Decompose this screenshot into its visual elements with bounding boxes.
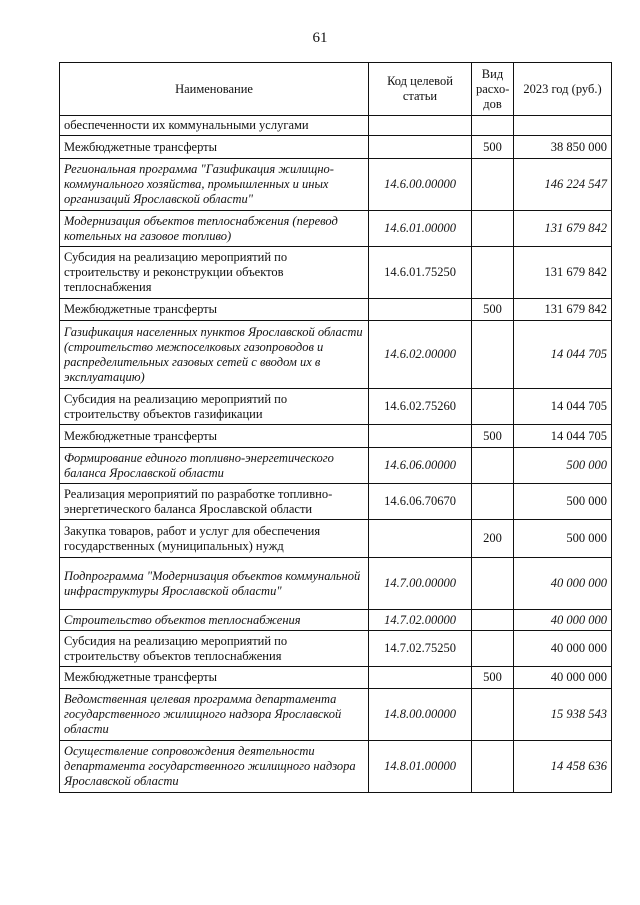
row-code-cell: 14.6.02.00000 xyxy=(369,321,472,389)
row-name-cell: Подпрограмма "Модернизация объектов коммунальной инфраструктуры Ярославской области" xyxy=(60,558,369,610)
row-name-cell: Ведомственная целевая программа департамента государственного жилищного надзора Ярославской области xyxy=(60,689,369,741)
row-code-cell xyxy=(369,299,472,321)
row-expense-type-cell xyxy=(472,247,514,299)
row-amount-cell: 40 000 000 xyxy=(514,631,612,667)
row-code-cell: 14.7.00.00000 xyxy=(369,558,472,610)
page-number: 61 xyxy=(312,30,328,46)
row-expense-type-cell xyxy=(472,610,514,631)
row-name-cell: Осуществление сопровождения деятельности департамента государственного жилищного надзора Ярославской области xyxy=(60,741,369,793)
row-amount-cell: 500 000 xyxy=(514,484,612,520)
table-header-row xyxy=(60,63,612,116)
row-code-cell xyxy=(369,425,472,448)
row-expense-type-cell xyxy=(472,159,514,211)
table-body xyxy=(60,116,612,793)
row-name-cell: Субсидия на реализацию мероприятий по строительству объектов теплоснабжения xyxy=(60,631,369,667)
row-expense-type-cell xyxy=(472,558,514,610)
row-code-cell: 14.6.06.70670 xyxy=(369,484,472,520)
row-amount-cell: 40 000 000 xyxy=(514,558,612,610)
row-expense-type-cell: 200 xyxy=(472,520,514,558)
table-row xyxy=(60,631,612,667)
row-expense-type-cell xyxy=(472,321,514,389)
row-expense-type-cell xyxy=(472,631,514,667)
table-row xyxy=(60,389,612,425)
table-row xyxy=(60,448,612,484)
row-name-cell: Модернизация объектов теплоснабжения (перевод котельных на газовое топливо) xyxy=(60,211,369,247)
row-name-cell: Субсидия на реализацию мероприятий по строительству объектов газификации xyxy=(60,389,369,425)
row-expense-type-cell: 500 xyxy=(472,299,514,321)
row-name-cell: Газификация населенных пунктов Ярославской области (строительство межпоселковых газопроводов и распределительных газовых сетей с вводом их в эксплуатацию) xyxy=(60,321,369,389)
table-row xyxy=(60,484,612,520)
row-name-cell: Формирование единого топливно-энергетического баланса Ярославской области xyxy=(60,448,369,484)
table-row xyxy=(60,211,612,247)
row-code-cell: 14.6.01.00000 xyxy=(369,211,472,247)
table-row xyxy=(60,321,612,389)
row-amount-cell: 14 044 705 xyxy=(514,425,612,448)
row-expense-type-cell xyxy=(472,741,514,793)
row-code-cell xyxy=(369,116,472,136)
row-code-cell xyxy=(369,136,472,159)
row-name-cell: Реализация мероприятий по разработке топливно-энергетического баланса Ярославской области xyxy=(60,484,369,520)
row-code-cell: 14.6.01.75250 xyxy=(369,247,472,299)
row-expense-type-cell xyxy=(472,211,514,247)
row-amount-cell xyxy=(514,116,612,136)
row-expense-type-cell: 500 xyxy=(472,425,514,448)
row-amount-cell: 38 850 000 xyxy=(514,136,612,159)
row-amount-cell: 14 458 636 xyxy=(514,741,612,793)
row-expense-type-cell xyxy=(472,389,514,425)
row-amount-cell: 14 044 705 xyxy=(514,389,612,425)
row-expense-type-cell: 500 xyxy=(472,667,514,689)
row-name-cell: Межбюджетные трансферты xyxy=(60,299,369,321)
row-amount-cell: 131 679 842 xyxy=(514,299,612,321)
header-expense-type: Вид расхо- дов xyxy=(472,63,514,116)
row-code-cell: 14.6.02.75260 xyxy=(369,389,472,425)
table-row xyxy=(60,667,612,689)
row-name-cell: обеспеченности их коммунальными услугами xyxy=(60,116,369,136)
table-row xyxy=(60,116,612,136)
row-name-cell: Межбюджетные трансферты xyxy=(60,136,369,159)
table-row xyxy=(60,136,612,159)
row-code-cell xyxy=(369,667,472,689)
table-row xyxy=(60,425,612,448)
header-code: Код целевой статьи xyxy=(369,63,472,116)
row-code-cell: 14.7.02.75250 xyxy=(369,631,472,667)
row-expense-type-cell xyxy=(472,484,514,520)
row-code-cell: 14.6.00.00000 xyxy=(369,159,472,211)
row-name-cell: Субсидия на реализацию мероприятий по строительству и реконструкции объектов теплоснабжения xyxy=(60,247,369,299)
row-code-cell: 14.6.06.00000 xyxy=(369,448,472,484)
row-code-cell: 14.8.01.00000 xyxy=(369,741,472,793)
table-row xyxy=(60,299,612,321)
table-row xyxy=(60,610,612,631)
row-expense-type-cell xyxy=(472,689,514,741)
row-name-cell: Межбюджетные трансферты xyxy=(60,425,369,448)
header-name: Наименование xyxy=(60,63,369,116)
row-code-cell: 14.7.02.00000 xyxy=(369,610,472,631)
row-amount-cell: 40 000 000 xyxy=(514,667,612,689)
row-expense-type-cell: 500 xyxy=(472,136,514,159)
budget-table xyxy=(59,62,612,793)
table-row xyxy=(60,558,612,610)
row-amount-cell: 15 938 543 xyxy=(514,689,612,741)
table-row xyxy=(60,247,612,299)
row-amount-cell: 500 000 xyxy=(514,448,612,484)
row-name-cell: Строительство объектов теплоснабжения xyxy=(60,610,369,631)
row-name-cell: Межбюджетные трансферты xyxy=(60,667,369,689)
row-expense-type-cell xyxy=(472,448,514,484)
header-amount-2023: 2023 год (руб.) xyxy=(514,63,612,116)
row-code-cell xyxy=(369,520,472,558)
row-amount-cell: 131 679 842 xyxy=(514,211,612,247)
row-amount-cell: 146 224 547 xyxy=(514,159,612,211)
row-amount-cell: 500 000 xyxy=(514,520,612,558)
table-row xyxy=(60,520,612,558)
row-name-cell: Закупка товаров, работ и услуг для обеспечения государственных (муниципальных) нужд xyxy=(60,520,369,558)
row-code-cell: 14.8.00.00000 xyxy=(369,689,472,741)
row-amount-cell: 40 000 000 xyxy=(514,610,612,631)
row-amount-cell: 14 044 705 xyxy=(514,321,612,389)
row-expense-type-cell xyxy=(472,116,514,136)
row-amount-cell: 131 679 842 xyxy=(514,247,612,299)
row-name-cell: Региональная программа "Газификация жилищно-коммунального хозяйства, промышленных и иных организаций Ярославской области" xyxy=(60,159,369,211)
table-row xyxy=(60,741,612,793)
table-row xyxy=(60,159,612,211)
table-row xyxy=(60,689,612,741)
